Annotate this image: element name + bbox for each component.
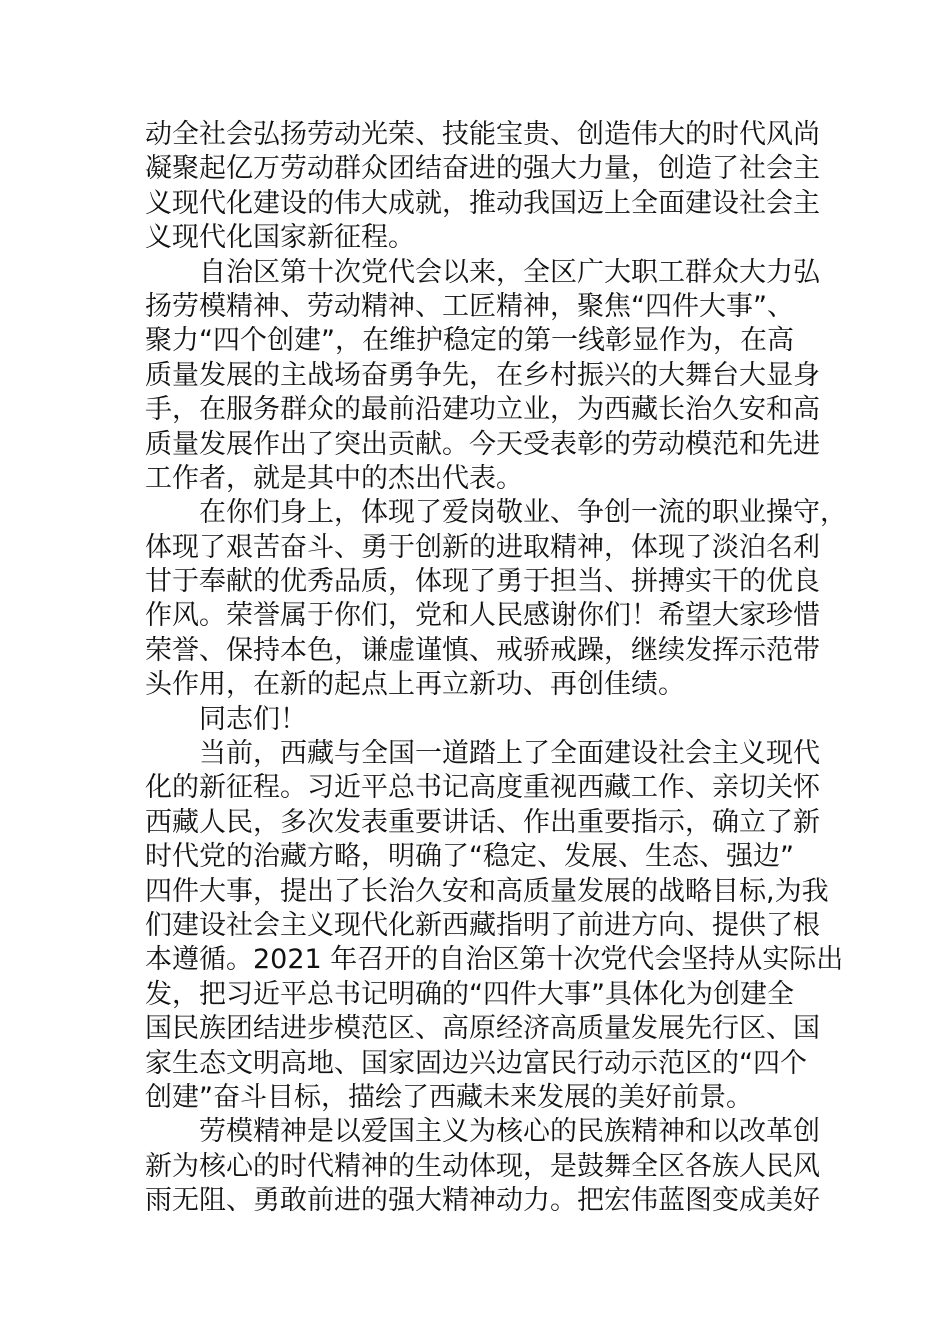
text-line: 义现代化国家新征程。 (145, 222, 415, 254)
text-line: 们建设社会主义现代化新西藏指明了前进方向、提供了根 (145, 909, 820, 941)
text-line: 头作用，在新的起点上再立新功、再创佳绩。 (145, 669, 685, 701)
text-line: 西藏人民，多次发表重要讲话、作出重要指示，确立了新 (145, 806, 820, 838)
text-line: 化的新征程。习近平总书记高度重视西藏工作、亲切关怀 (145, 772, 820, 804)
text-line: 扬劳模精神、劳动精神、工匠精神，聚焦“四件大事”、 (145, 290, 794, 322)
text-line: 凝聚起亿万劳动群众团结奋进的强大力量，创造了社会主 (145, 153, 820, 185)
paragraph-first-line: 同志们！ (199, 703, 307, 735)
text-line: 时代党的治藏方略，明确了“稳定、发展、生态、强边” (145, 841, 794, 873)
text-line: 四件大事，提出了长治久安和高质量发展的战略目标,为我 (145, 875, 829, 907)
text-line: 体现了艰苦奋斗、勇于创新的进取精神，体现了淡泊名利 (145, 531, 820, 563)
text-line: 雨无阻、勇敢前进的强大精神动力。把宏伟蓝图变成美好 (145, 1185, 820, 1217)
text-line: 荣誉、保持本色，谦虚谨慎、戒骄戒躁，继续发挥示范带 (145, 634, 820, 666)
paragraph-first-line: 在你们身上，体现了爱岗敬业、争创一流的职业操守， (199, 497, 847, 529)
text-line: 动全社会弘扬劳动光荣、技能宝贵、创造伟大的时代风尚 (145, 119, 820, 150)
text-line: 国民族团结进步模范区、高原经济高质量发展先行区、国 (145, 1013, 820, 1045)
text-line: 聚力“四个创建”，在维护稳定的第一线彰显作为，在高 (145, 325, 794, 357)
paragraph-first-line: 劳模精神是以爱国主义为核心的民族精神和以改革创 (199, 1116, 820, 1148)
text-line: 手，在服务群众的最前沿建功立业，为西藏长治久安和高 (145, 394, 820, 426)
text-line: 作风。荣誉属于你们，党和人民感谢你们！希望大家珍惜 (145, 600, 820, 632)
paragraph-first-line: 当前，西藏与全国一道踏上了全面建设社会主义现代 (199, 738, 820, 770)
text-line: 工作者，就是其中的杰出代表。 (145, 462, 523, 494)
text-line: 新为核心的时代精神的生动体现，是鼓舞全区各族人民风 (145, 1150, 820, 1182)
text-line: 义现代化建设的伟大成就，推动我国迈上全面建设社会主 (145, 187, 820, 219)
text-line: 发，把习近平总书记明确的“四件大事”具体化为创建全 (145, 978, 794, 1010)
document-body (145, 118, 847, 1219)
text-line: 质量发展的主战场奋勇争先，在乡村振兴的大舞台大显身 (145, 359, 820, 391)
text-line: 家生态文明高地、国家固边兴边富民行动示范区的“四个 (145, 1047, 807, 1079)
text-line: 甘于奉献的优秀品质，体现了勇于担当、拼搏实干的优良 (145, 566, 820, 598)
text-line: 创建”奋斗目标，描绘了西藏未来发展的美好前景。 (145, 1081, 753, 1113)
text-line: 质量发展作出了突出贡献。今天受表彰的劳动模范和先进 (145, 428, 820, 460)
paragraph-first-line: 自治区第十次党代会以来，全区广大职工群众大力弘 (199, 256, 820, 288)
text-line: 本遵循。2021 年召开的自治区第十次党代会坚持从实际出 (145, 944, 844, 976)
